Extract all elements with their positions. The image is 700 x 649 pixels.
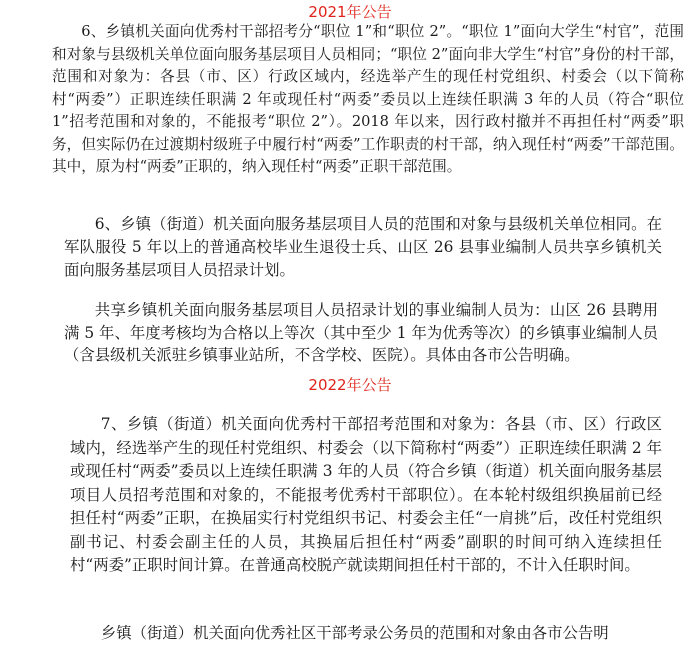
paragraph-2021-grassroots-service-scope: 6、乡镇（街道）机关面向服务基层项目人员的范围和对象与县级机关单位相同。在军队服役 5 年以上的普通高校毕业生退役士兵、山区 26 县事业编制人员共享乡镇机关面向服务基层项目人员招录计划。 bbox=[64, 215, 662, 279]
paragraph-2022-community-cadre-scope: 乡镇（街道）机关面向优秀社区干部考录公务员的范围和对象由各市公告明 bbox=[100, 624, 609, 642]
heading-2022-announcement: 2022年公告 bbox=[308, 376, 392, 394]
paragraph-2021-institution-staff-sharing: 共享乡镇机关面向服务基层项目人员招录计划的事业编制人员为：山区 26 县聘用满 5 年、年度考核均为合格以上等次（其中至少 1 年为优秀等次）的乡镇事业编制人员（含县级机关派驻乡镇事业站所，不含学校、医院）。具体由各市公告明确。 bbox=[64, 301, 658, 364]
paragraph-2022-village-cadre-scope: 7、乡镇（街道）机关面向优秀村干部招考范围和对象为：各县（市、区）行政区域内，经选举产生的现任村党组织、村委会（以下简称村“两委”）正职连续任职满 2 年或现任村“两委”委员以上连续任职满 3 年的人员（符合乡镇（街道）机关面向服务基层项目人员招考范围和对象的，不能报考优秀村干部职位）。在本轮村级组织换届前已经担任村“两委”正职，在换届实行村党组织书记、村委会主任“一肩挑”后，改任村党组织副书记、村委会副主任的人员，其换届后担任村“两委”副职的时间可纳入连续担任村“两委”正职时间计算。在普通高校脱产就读期间担任村干部的，不计入任职时间。 bbox=[70, 415, 662, 574]
paragraph-2021-village-cadre-positions: 6、乡镇机关面向优秀村干部招考分“职位 1”和“职位 2”。“职位 1”面向大学生“村官”，范围和对象与县级机关单位面向服务基层项目人员相同；“职位 2”面向非大学生“村官”身份的村干部，范围和对象为：各县（市、区）行政区域内，经选举产生的现任村党组织、村委会（以下简称村“两委”）正职连续任职满 2 年或现任村“两委”委员以上连续任职满 3 年的人员（符合“职位 1”招考范围和对象的，不能报考“职位 2”）。2018 年以来，因行政村撤并不再担任村“两委”职务，但实际仍在过渡期村级班子中履行村“两委”工作职责的村干部，纳入现任村“两委”干部范围。其中，原为村“两委”正职的，纳入现任村“两委”正职干部范围。 bbox=[52, 23, 684, 175]
heading-2021-announcement: 2021年公告 bbox=[308, 3, 392, 21]
